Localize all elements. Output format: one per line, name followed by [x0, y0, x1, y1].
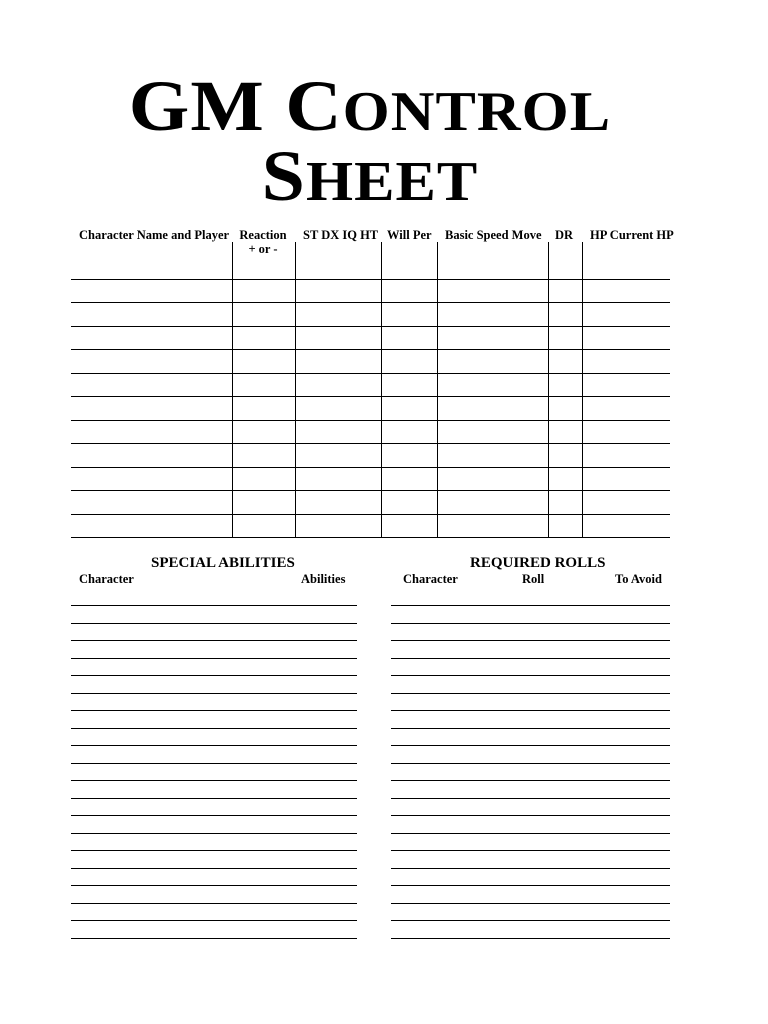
required-rolls-col-roll: Roll [522, 572, 545, 586]
header-attributes: ST DX IQ HT [303, 228, 379, 242]
header-reaction-sub: + or - [248, 242, 278, 256]
title-initial-1: GM C [128, 66, 343, 146]
title-rest-1: ONTROL [342, 81, 612, 143]
required-rolls-col-to-avoid: To Avoid [615, 572, 662, 586]
header-character-name: Character Name and Player [79, 228, 230, 242]
title-rest-2: HEET [305, 151, 479, 213]
special-abilities-title: SPECIAL ABILITIES [151, 555, 295, 571]
title-initial-2: S [261, 136, 306, 216]
header-will-per: Will Per [387, 228, 432, 242]
header-speed-move: Basic Speed Move [445, 228, 542, 242]
special-abilities-col-character: Character [79, 572, 134, 586]
required-rolls-col-character: Character [403, 572, 458, 586]
special-abilities-col-abilities: Abilities [301, 572, 346, 586]
header-dr: DR [555, 228, 574, 242]
header-reaction-label: Reaction [239, 228, 287, 242]
required-rolls-title: REQUIRED ROLLS [470, 555, 606, 571]
header-hp: HP Current HP [590, 228, 674, 242]
